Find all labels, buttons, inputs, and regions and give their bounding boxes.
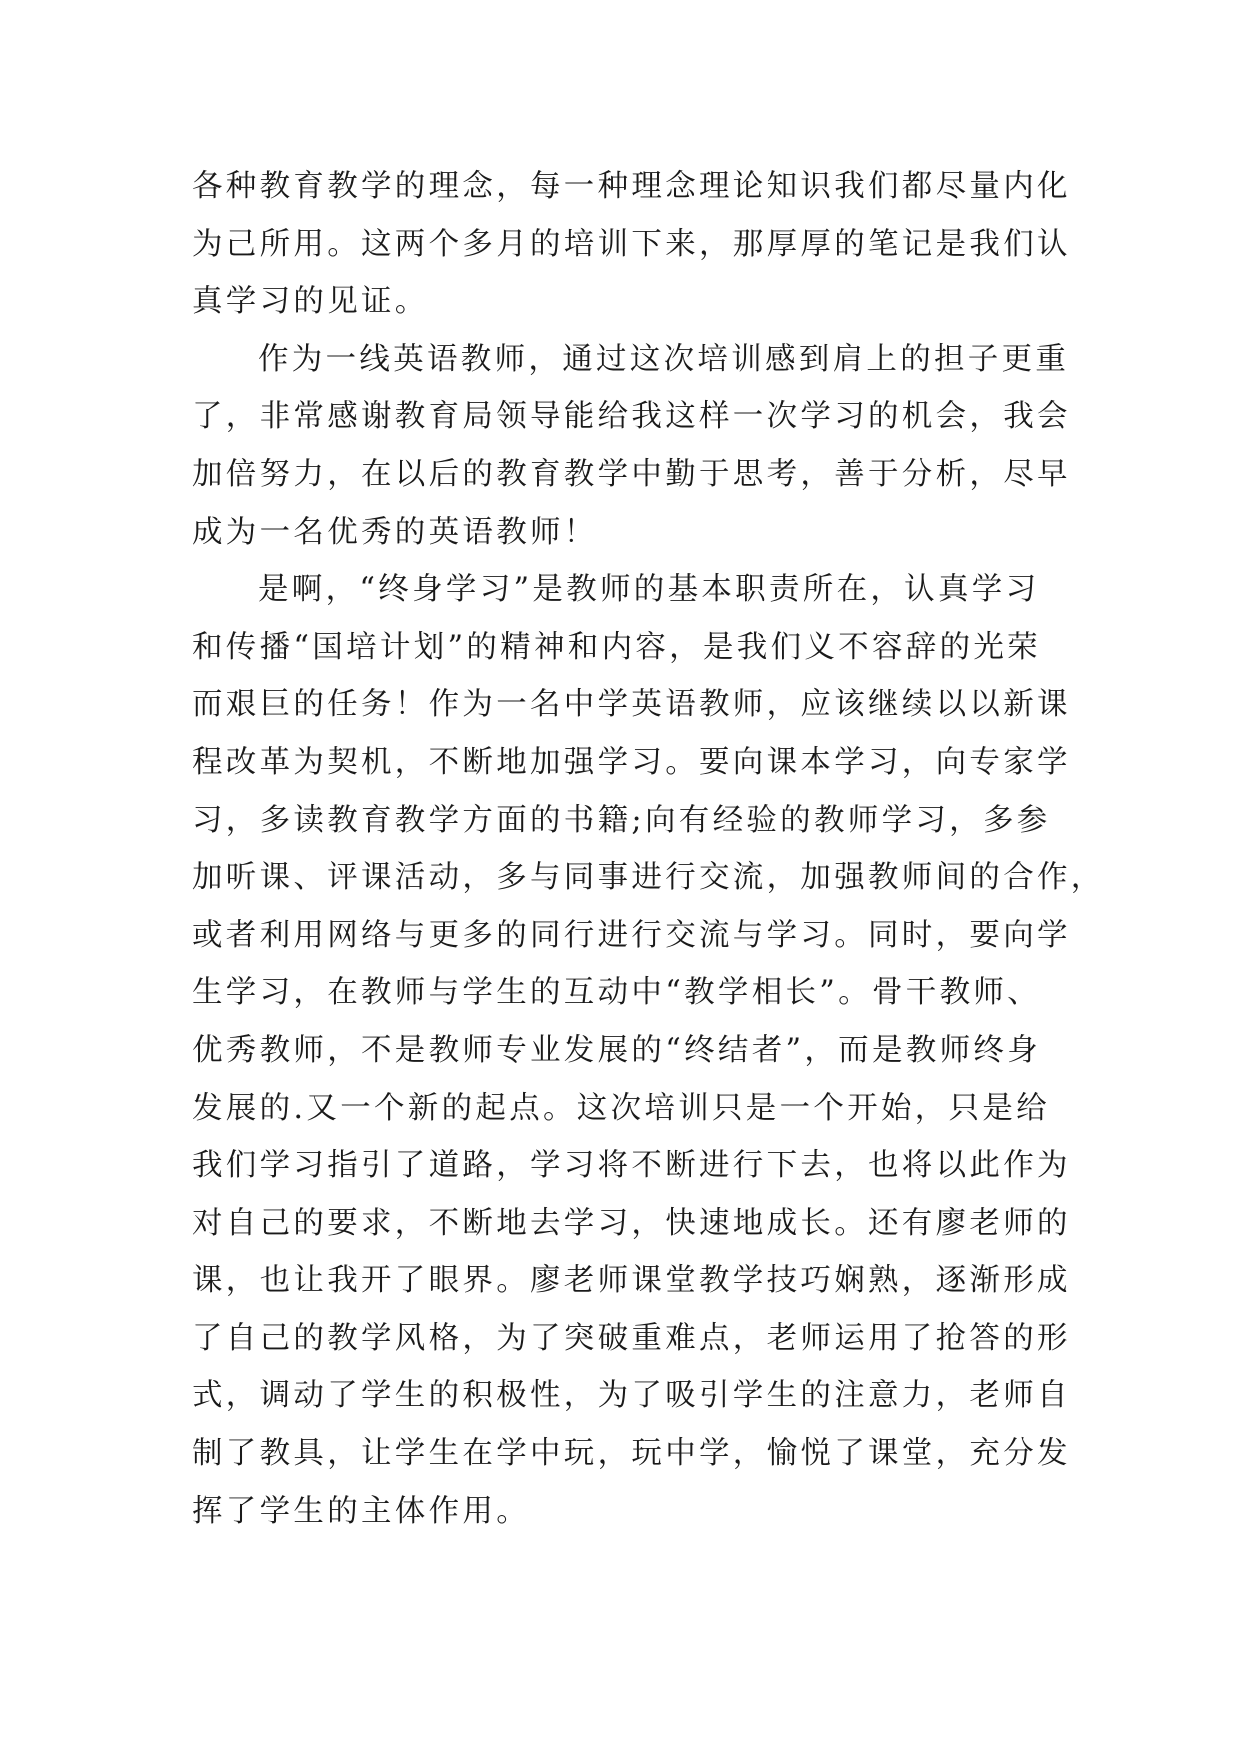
text-line: 对自己的要求，不断地去学习，快速地成长。还有廖老师的: [192, 1205, 1071, 1241]
text-line: 我们学习指引了道路，学习将不断进行下去，也将以此作为: [192, 1148, 1071, 1184]
text-line: 发展的.又一个新的起点。这次培训只是一个开始，只是给: [192, 1090, 1050, 1126]
text-line: 和传播“国培计划”的精神和内容，是我们义不容辞的光荣: [192, 629, 1041, 665]
text-line: 加听课、评课活动，多与同事进行交流，加强教师间的合作，: [192, 860, 1105, 896]
text-line: 了，非常感谢教育局领导能给我这样一次学习的机会，我会: [192, 399, 1071, 435]
text-line: 优秀教师，不是教师专业发展的“终结者”，而是教师终身: [192, 1032, 1041, 1068]
text-line: 生学习，在教师与学生的互动中“教学相长”。骨干教师、: [192, 975, 1041, 1011]
text-line: 成为一名优秀的英语教师！: [192, 514, 598, 550]
text-line: 制了教具，让学生在学中玩，玩中学，愉悦了课堂，充分发: [192, 1436, 1071, 1472]
text-line: 为己所用。这两个多月的培训下来，那厚厚的笔记是我们认: [192, 226, 1071, 262]
paragraph: [192, 158, 1071, 331]
text-line: 了自己的教学风格，为了突破重难点，老师运用了抢答的形: [192, 1320, 1071, 1356]
text-line: 加倍努力，在以后的教育教学中勤于思考，善于分析，尽早: [192, 456, 1071, 492]
text-line: 式，调动了学生的积极性，为了吸引学生的注意力，老师自: [192, 1378, 1071, 1414]
text-line: 课，也让我开了眼界。廖老师课堂教学技巧娴熟，逐渐形成: [192, 1263, 1071, 1299]
document-body: [192, 158, 1105, 1540]
text-line: 或者利用网络与更多的同行进行交流与学习。同时，要向学: [192, 917, 1071, 953]
text-line: 习，多读教育教学方面的书籍;向有经验的教师学习，多参: [192, 802, 1051, 838]
paragraph: [192, 331, 1071, 561]
text-line: 真学习的见证。: [192, 284, 429, 320]
text-line: 作为一线英语教师，通过这次培训感到肩上的担子更重: [258, 341, 1070, 377]
paragraph: [192, 561, 1105, 1540]
text-line: 各种教育教学的理念，每一种理念理论知识我们都尽量内化: [192, 169, 1071, 204]
text-line: 挥了学生的主体作用。: [192, 1493, 530, 1529]
text-line: 而艰巨的任务！作为一名中学英语教师，应该继续以以新课: [192, 687, 1071, 723]
text-line: 是啊，“终身学习”是教师的基本职责所在，认真学习: [258, 572, 1040, 608]
text-line: 程改革为契机，不断地加强学习。要向课本学习，向专家学: [192, 744, 1071, 780]
